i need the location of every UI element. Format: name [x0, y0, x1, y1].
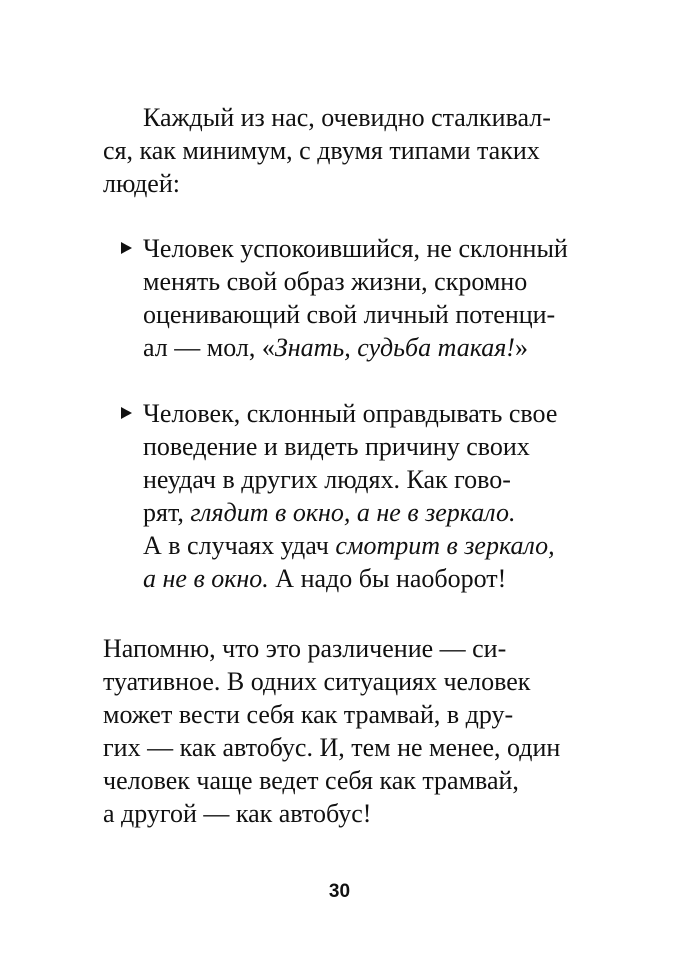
bullet-line: рят, глядит в окно, а не в зеркало.: [143, 498, 516, 527]
bullet-line: Человек успокоившийся, не склонный: [143, 234, 568, 263]
bullet-line: а не в окно. А надо бы наоборот!: [143, 564, 507, 593]
intro-line: ся, как минимум, с двумя типами таких: [103, 136, 540, 165]
italic-quote: Знать, судьба такая!: [274, 333, 515, 362]
triangle-bullet-icon: [121, 242, 132, 254]
bullet-line: поведение и видеть причину своих: [143, 432, 530, 461]
italic-phrase: глядит в окно, а не в зеркало.: [190, 498, 516, 527]
bullet-line: А в случаях удач смотрит в зеркало,: [143, 531, 555, 560]
bullet-line: Человек, склонный оправдывать свое: [143, 399, 558, 428]
conclusion-line: а другой — как автобус!: [103, 799, 372, 828]
page-number: 30: [328, 881, 351, 902]
bullet-line: ал — мол, «Знать, судьба такая!»: [143, 333, 528, 362]
intro-line: Каждый из нас, очевидно сталкивал-: [143, 103, 551, 132]
conclusion-line: может вести себя как трамвай, в дру-: [103, 700, 514, 729]
conclusion-line: туативное. В одних ситуациях человек: [103, 667, 531, 696]
conclusion-line: человек чаще ведет себя как трамвай,: [103, 766, 519, 795]
conclusion-line: Напомню, что это различение — си-: [103, 634, 507, 663]
italic-phrase: смотрит в зеркало,: [335, 531, 555, 560]
bullet-line: неудач в других людях. Как гово-: [143, 465, 511, 494]
triangle-bullet-icon: [121, 407, 132, 419]
conclusion-line: гих — как автобус. И, тем не менее, один: [103, 733, 561, 762]
intro-line: людей:: [103, 169, 180, 198]
bullet-line: менять свой образ жизни, скромно: [143, 267, 528, 296]
bullet-line: оценивающий свой личный потенци-: [143, 300, 556, 329]
italic-phrase: а не в окно.: [143, 564, 269, 593]
